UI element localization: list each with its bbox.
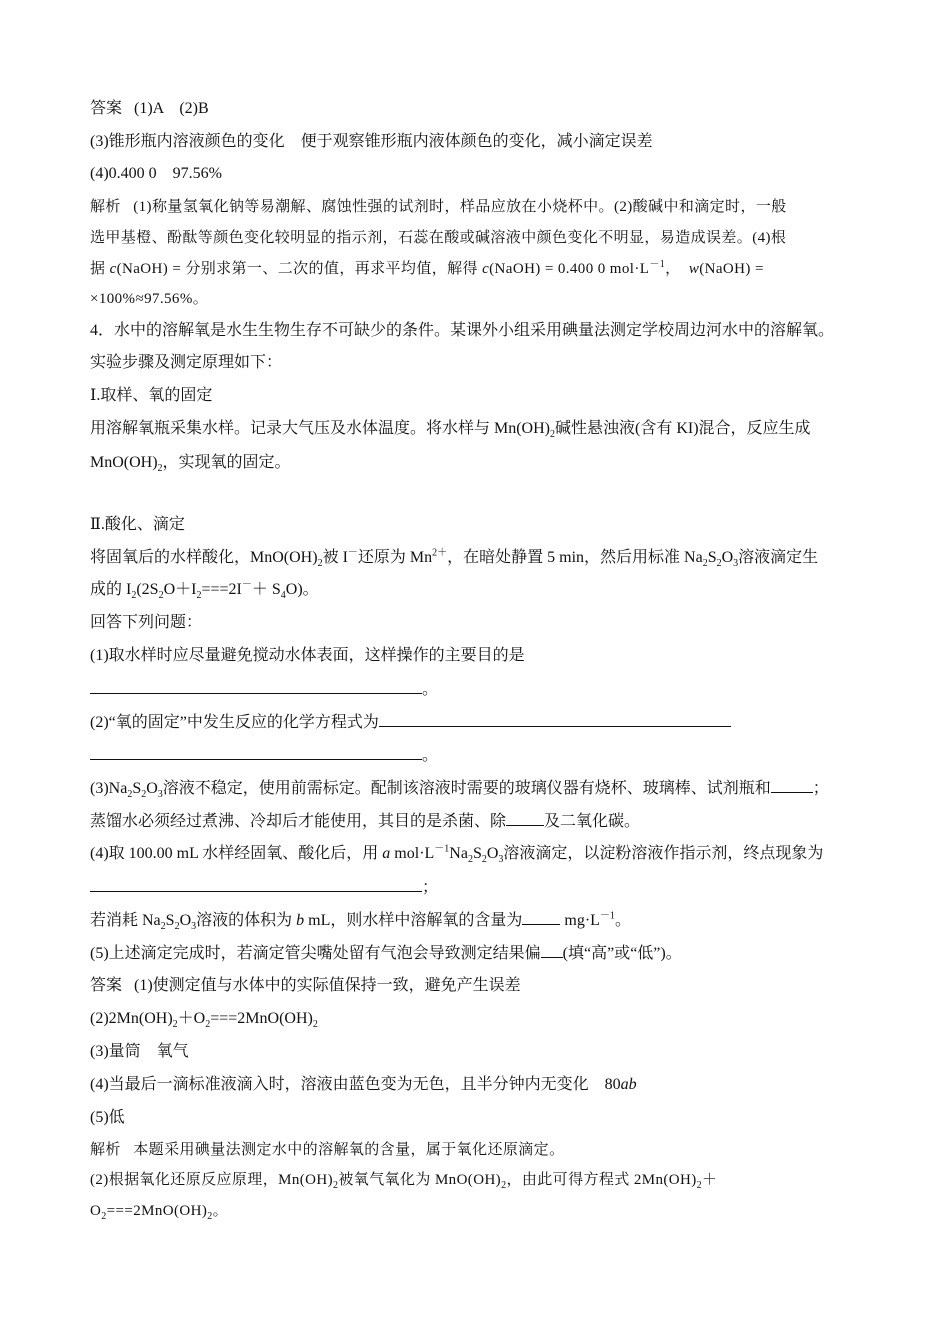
prev-analysis-line-3: 据 c(NaOH) = 分别求第一、二次的值，再求平均值，解得 c(NaOH) = 0.400 0 $mol\cdot L^{-1}$， w(NaOH) =	[90, 259, 764, 277]
answer-label: 答案	[90, 977, 123, 994]
blank-line	[541, 942, 563, 958]
prev-analysis-line-4: ×100%≈97.56%。	[90, 291, 209, 307]
q4-intro-line-1: 4．水中的溶解氧是水生生物生存不可缺少的条件。某课外小组采用碘量法测定学校周边河水中的溶解氧。	[90, 322, 835, 339]
q4-answer-3: (3)量筒 氧气	[90, 1043, 189, 1060]
q4-intro-line-2: 实验步骤及测定原理如下：	[90, 354, 283, 371]
analysis-label: 解析	[90, 1142, 121, 1158]
step-1-title: Ⅰ.取样、氧的固定	[90, 387, 213, 404]
analysis-label: 解析	[90, 199, 121, 215]
blank-line	[90, 876, 422, 892]
sub-question-4-line-3: 若消耗 $Na_2S_2O_3$溶液的体积为 b mL，则水样中溶解氧的含量为 $mg\cdot L^{-1}$。	[90, 910, 631, 933]
q4-analysis-line-2: (2)根据氧化还原反应原理，$Mn(OH)_2$被氧气氧化为 $MnO(OH)_2$，由此可得方程式 $2Mn(OH)_2+$	[90, 1172, 718, 1191]
q4-answer-4: (4)当最后一滴标准液滴入时，溶液由蓝色变为无色，且半分钟内无变化 80ab	[90, 1076, 637, 1093]
answer-blank-1: 。	[90, 678, 438, 701]
step-2-title: Ⅱ.酸化、滴定	[90, 516, 185, 533]
sub-question-5: (5)上述滴定完成时，若滴定管尖嘴处留有气泡会导致测定结果偏 (填“高”或“低”)。	[90, 942, 682, 965]
q4-analysis-line-1: 解析 本题采用碘量法测定水中的溶解氧的含量，属于氧化还原滴定。	[90, 1142, 565, 1158]
answer-blank-4: ；	[90, 876, 438, 899]
step-2-line-2: 成的 $I_2(2S_2O+I_2===2I^-+ S_4O)$。	[90, 579, 319, 602]
prompt-line: 回答下列问题：	[90, 614, 203, 631]
answer-label: 答案	[90, 100, 123, 117]
prev-answer-line-2: (3)锥形瓶内溶液颜色的变化 便于观察锥形瓶内液体颜色的变化，减小滴定误差	[90, 133, 653, 150]
step-1-line-2: $MnO(OH)_2$，实现氧的固定。	[90, 454, 291, 475]
blank-line	[771, 777, 813, 793]
sub-question-3-line-2: 蒸馏水必须经过煮沸、冷却后才能使用，其目的是杀菌、除 及二氧化碳。	[90, 810, 640, 833]
sub-question-4-line-1: (4)取 100.00 mL 水样经固氧、酸化后，用 a $mol\cdot L^{-1}Na_2S_2O_3$溶液滴定，以淀粉溶液作指示剂，终点现象为	[90, 843, 824, 866]
answer-blank-2: 。	[90, 744, 438, 767]
q4-answer-2: $(2)2Mn(OH)_2+O_2===2MnO(OH)_2$	[90, 1010, 318, 1031]
q4-answer-5: (5)低	[90, 1109, 125, 1126]
prev-analysis-line-2: 选甲基橙、酚酞等颜色变化较明显的指示剂，石蕊在酸或碱溶液中颜色变化不明显，易造成误差。(4)根	[90, 230, 787, 246]
sub-question-3-line-1: $(3)Na_2S_2O_3$溶液不稳定，使用前需标定。配制该溶液时需要的玻璃仪器有烧杯、玻璃棒、试剂瓶和 ；	[90, 777, 829, 800]
prev-answer-line-3: (4)0.400 0 97.56%	[90, 165, 222, 182]
blank-line	[522, 909, 560, 925]
blank-line	[90, 744, 422, 760]
q4-answer-1: 答案 (1)使测定值与水体中的实际值保持一致，避免产生误差	[90, 977, 521, 994]
blank-line	[379, 711, 731, 727]
blank-line	[90, 678, 422, 694]
sub-question-2: (2)“氧的固定”中发生反应的化学方程式为	[90, 711, 731, 734]
step-1-line-1: 用溶解氧瓶采集水样。记录大气压及水体温度。将水样与 $Mn(OH)_2$碱性悬浊液(含有 KI)混合，反应生成	[90, 420, 811, 441]
step-2-line-1: 将固氧后的水样酸化，$MnO(OH)_2$被 I－还原为 $Mn^{2+}$，在暗处静置 5 min，然后用标准 $Na_2S_2O_3$溶液滴定生	[90, 547, 819, 570]
sub-question-1: (1)取水样时应尽量避免搅动水体表面，这样操作的主要目的是	[90, 647, 525, 664]
blank-line	[506, 810, 544, 826]
prev-analysis-line-1: 解析 (1)称量氢氧化钠等易潮解、腐蚀性强的试剂时，样品应放在小烧杯中。(2)酸碱中和滴定时，一般	[90, 199, 787, 215]
q4-analysis-line-3: $O_2===2MnO(OH)_2$。	[90, 1203, 229, 1222]
prev-answer-line-1: 答案 (1)A (2)B	[90, 100, 209, 117]
